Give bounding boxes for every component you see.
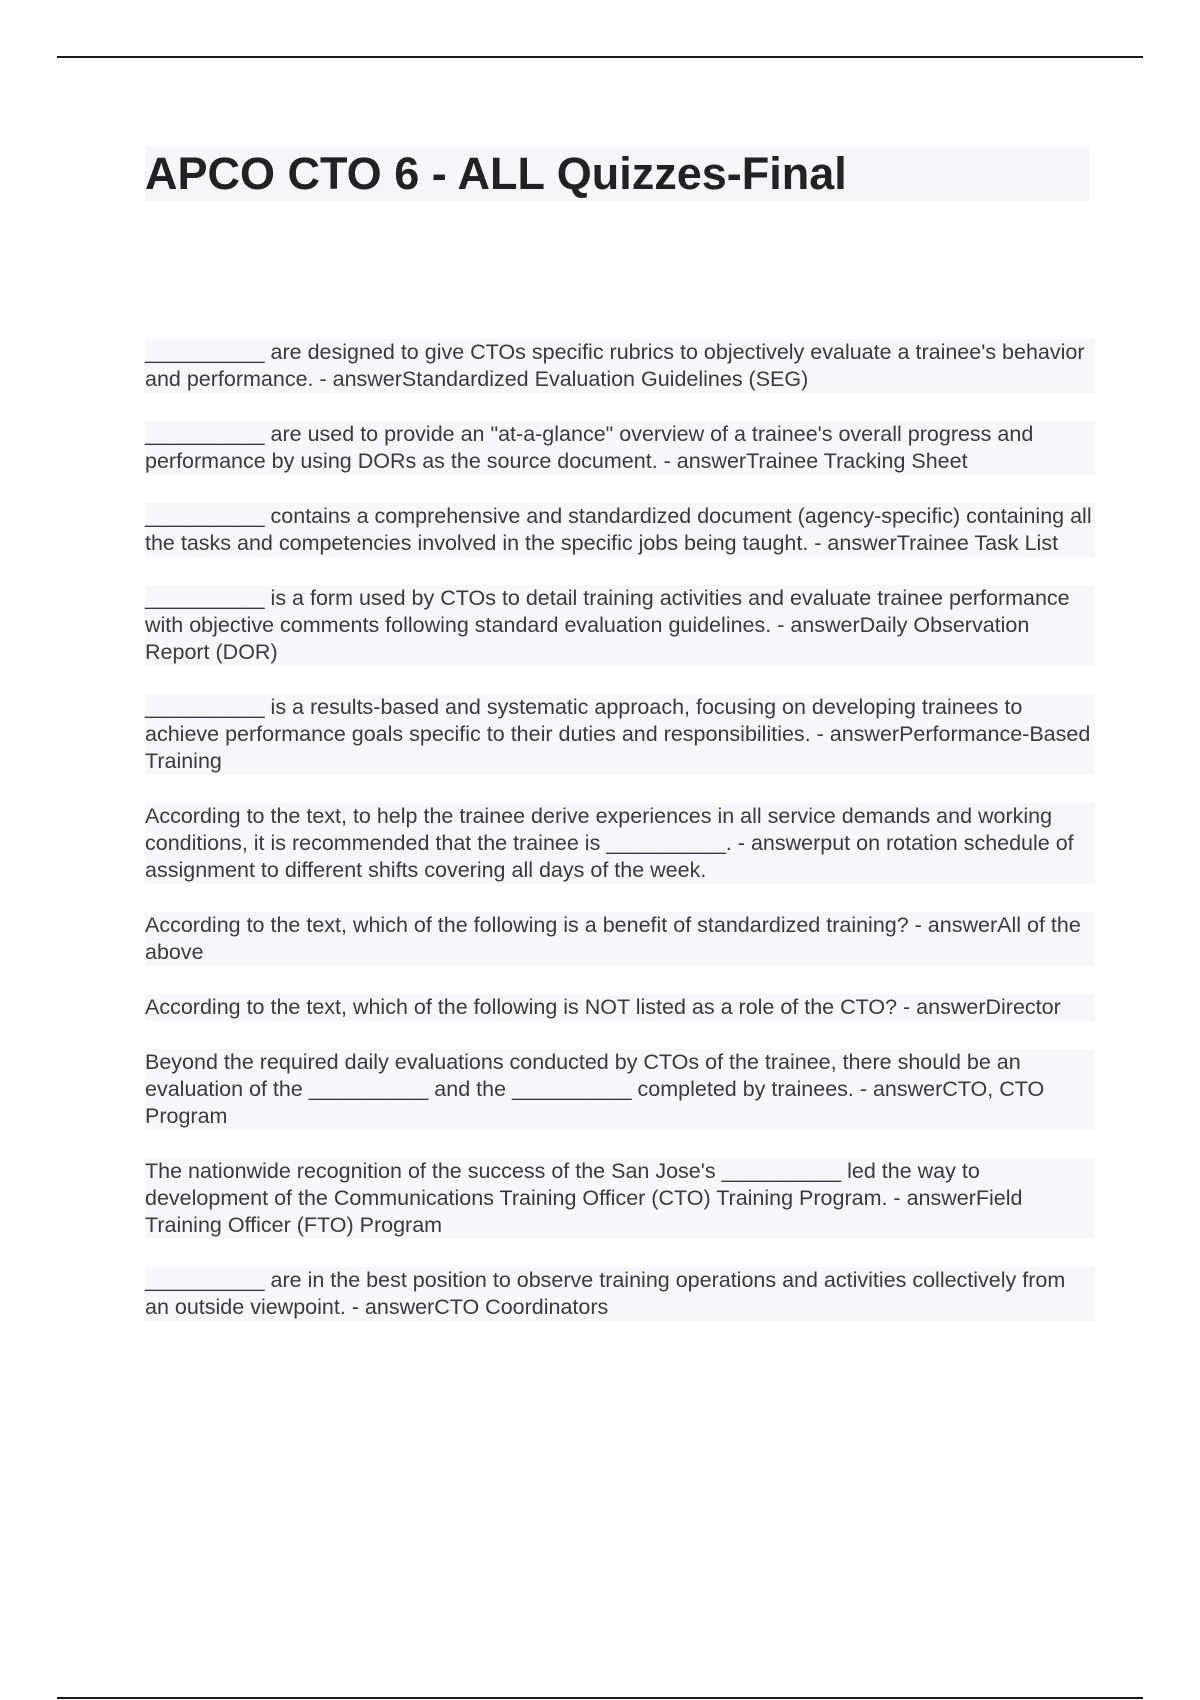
document-title: APCO CTO 6 - ALL Quizzes-Final (145, 148, 847, 199)
qa-item: According to the text, to help the trainee derive experiences in all service demands and working conditions, it is recommended that the trainee is __________. - answerput on rotation schedule of assignment to different shifts covering all days of the week. (145, 803, 1095, 884)
title-block (145, 146, 1089, 201)
qa-item: __________ contains a comprehensive and standardized document (agency-specific) containing all the tasks and competencies involved in the specific jobs being taught. - answerTrainee Task List (145, 503, 1095, 557)
top-rule (57, 56, 1143, 58)
qa-item: __________ is a form used by CTOs to detail training activities and evaluate trainee performance with objective comments following standard evaluation guidelines. - answerDaily Observation Report (DOR) (145, 585, 1095, 666)
qa-item: According to the text, which of the following is NOT listed as a role of the CTO? - answerDirector (145, 994, 1095, 1021)
qa-item: Beyond the required daily evaluations conducted by CTOs of the trainee, there should be an evaluation of the __________ and the __________ completed by trainees. - answerCTO, CTO Program (145, 1049, 1095, 1130)
qa-list (145, 339, 1095, 1349)
qa-item: The nationwide recognition of the success of the San Jose's __________ led the way to development of the Communications Training Officer (CTO) Training Program. - answerField Training Officer (FTO) Program (145, 1158, 1095, 1239)
qa-item: __________ is a results-based and systematic approach, focusing on developing trainees to achieve performance goals specific to their duties and responsibilities. - answerPerformance-Based Training (145, 694, 1095, 775)
qa-item: __________ are in the best position to observe training operations and activities collectively from an outside viewpoint. - answerCTO Coordinators (145, 1267, 1095, 1321)
qa-item: According to the text, which of the following is a benefit of standardized training? - answerAll of the above (145, 912, 1095, 966)
qa-item: __________ are used to provide an "at-a-glance" overview of a trainee's overall progress and performance by using DORs as the source document. - answerTrainee Tracking Sheet (145, 421, 1095, 475)
bottom-rule (57, 1697, 1143, 1699)
qa-item: __________ are designed to give CTOs specific rubrics to objectively evaluate a trainee's behavior and performance. - answerStandardized Evaluation Guidelines (SEG) (145, 339, 1095, 393)
